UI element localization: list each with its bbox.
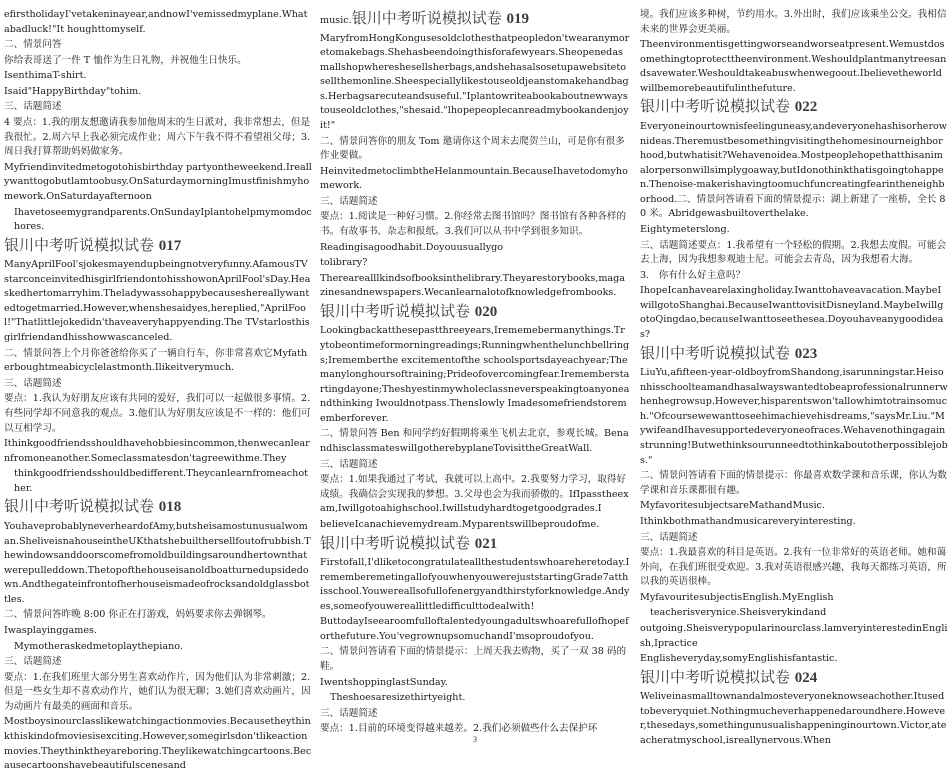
paragraph: LiuYu,afifteen-year-oldboyfromShandong,isarunningstar.Heisonhisschoolteamandhasalwayswantedtobeaprofessionalrunnerwhenhegrowsup.However,hisparentswon'tallowhimtotrainsomuch."Ofcoursewewanttoseehimachievehisdreams,"saysMr.Liu."MywifeandIhavesupportedeveryoneofraces.Wehavenothingagainstrunning!Butwethinksourunneedtothinkaboutotherpossiblejobs." [640, 367, 948, 466]
paragraph: 要点：1.我最喜欢的科目是英语。2.我有一位非常好的英语老师。她和蔼外向，在我们班很受欢迎。3.我对英语很感兴趣，我每天都练习英语，所以我的英语很棒。 [640, 547, 947, 588]
heading-title: 银川中考听说模拟试卷 [640, 97, 791, 116]
paragraph: Theenvironmentisgettingworseandworseatpresent.Wemustdosomethingtoprotecttheenvironment.Weshouldplantmanytreesandsavewater.Weshouldtakeabuswhenwegoout.Ibelievetheworldwillbemorebeautifulinthefuture. [640, 39, 947, 94]
heading-number: 022 [794, 99, 818, 116]
heading-number: 020 [474, 303, 498, 320]
paragraph: 三、话题简述 [320, 707, 378, 719]
paragraph: 3. 你有什么好主意吗？ [640, 269, 746, 281]
paragraph: 4 要点：1.我的朋友想邀请我参加他周末的生日派对，我非常想去，但是我很忙。2.周六早上我必须完成作业；周六下午我不得不看望祖父母；3.周日我打算帮助妈妈做家务。 [4, 117, 311, 158]
column-right [640, 8, 948, 750]
paragraph: 要点：1.在我们班里大部分男生喜欢动作片，因为他们认为非常刺激；2.但是一些女生却不喜欢动作片，她们认为很无聊；3.她们喜欢动画片，因为动画片有最美的画面和音乐。 [4, 671, 311, 712]
paragraph: tolibrary? [320, 257, 368, 269]
paragraph: MyfavoritesubjectsareMathandMusic. [640, 500, 825, 512]
paragraph: teacherisverynice.Sheisverykindand [650, 607, 827, 619]
paragraph: Mymotheraskedmetoplaythepiano. [14, 640, 183, 652]
paragraph: Everyoneinourtownisfeelinguneasy,andeveryonehashisorherownideas.Theremustbesomethingvisitingthehomesinourneighborhood,butwhatisit?Wehavenoidea.Mostpeoplehopethatthisanimalorpersonwillsimplygoaway,butIdonothinkthatisgoingtohappen.Thenoise-makerishavingtoomuchfuncreatingfearintheneighborhood.二、情景问答请看下面的情景提示：湖上新建了一座桥，全长 80 米。Abridgewasbuiltoverthelake. [640, 120, 948, 220]
paragraph: MaryfromHongKongusesoldclothesthatpeopledon'twearanymoretomakebags.Shehasbeendoingthisforafewyears.Sheopenedasmallshopwhereshesellsherbags,andshehasalsosetupawebsitetosellthemonline.Sheespeciallylikestouseoldjeanstomakehandbags.Herbagsarecuteandsuseful."Iplantowriteabookaboutnewwaystouseoldclothes,"shesaid."lhopepeoplecanreadmybookandenjoyit!" [320, 32, 630, 131]
paragraph: MyfavouritesubjectisEnglish.MyEnglish [640, 591, 834, 603]
paragraph: Ithinkgoodfriendsshouldhavehobbiesincommon,thenwecanlearnfromoneanother.Someclassmatesdon'tagreewithme.They [4, 438, 310, 464]
paragraph: 要点：1.目前的环境变得越来越差。2.我们必须做些什么去保护环 [320, 723, 598, 735]
exam-section-heading [320, 9, 630, 30]
paragraph: Weliveinasmalltownandalmosteveryoneknowseachother.Itusedtobeveryquiet.Nothingmucheverhappenedaroundhere.However,thesedays,somethingunusualishappeninginourtown.Victor,ateacheratmyschool,isreallynervous.When [640, 691, 947, 746]
heading-number: 018 [158, 499, 182, 516]
exam-section-heading [320, 302, 630, 323]
paragraph: IsenthimaT-shirt. [4, 70, 87, 82]
paragraph: efirstholidayI'vetakeninayear,andnowI'vemissedmyplane.Whatabadluck!"It houghttomyself. [4, 9, 308, 35]
heading-number: 024 [794, 669, 818, 686]
paragraph: 二、情景问答你的朋友 Tom 邀请你这个周末去爬贺兰山，可是你有很多作业要做。 [320, 135, 625, 162]
continued-text: music. [320, 15, 352, 26]
paragraph: Readingisagoodhabit.Doyouusuallygo [320, 241, 504, 253]
paragraph: ManyAprilFool'sjokesmayendupbeingnotveryfunny.AfamousTVstarconceinvitedhisgirlfriendontohisshowonAprilFool'sDay.Heaskedhertomarryhim.Theladywassohappybecauseshereallywantedtogetmarried.However,whenshesaidyes,hereplied,"AprilFool!"Thatlittlejokedidn'thaveaveryhappyending.The TVstarlosthisgirlfriendandhisshowwascanceled. [4, 259, 311, 344]
paragraph: 三、话题简述 [4, 656, 62, 668]
paragraph: 要点：1.如果我通过了考试，我就可以上高中。2.我要努力学习，取得好成绩。我确信会实现我的梦想。3.父母也会为我而骄傲的。IfIpasstheexam,Iwillgotoahighschool.Iwillstudyhardtogetgoodgrades.I [320, 474, 629, 515]
paragraph: 二、情景问答上个月你爸爸给你买了一辆自行车，你非常喜欢它Myfatherboughtmeabicyclelastmonth.Ilikeitverymuch. [4, 347, 308, 374]
paragraph: 二、情景问答请看下面的情景提示：你最喜欢数学课和音乐课，你认为数学课和音乐课都很有趣。 [640, 470, 947, 496]
paragraph: 三、话题简述 [4, 101, 62, 113]
paragraph: YouhaveprobablyneverheardofAmy,butsheisamostunusualwoman.SheliveisnahouseintheUKthatshebuilthersellfoutofrubbish.Thewindowsanddoorscomefromoldbuildingsaroundhertownthatwerepulleddown.Thetopofthehouseisanoldboatturnedupsidedown.Andthegateinfrontofherhouseismadeofrocksandoldglassbottles. [4, 520, 311, 605]
paragraph: Firstofall,I'dliketocongratulateallthestudentswhoareheretoday.IrememberemetingallofyouwhenyouwerejuststartingGrade7atthisschool.Youwereallsofullofenergyandthirstyforknowledge.Andyes,someofyouwereallittledifficulttodealwith! [320, 557, 630, 612]
paragraph: 三、话题简述 [320, 458, 378, 470]
heading-number: 021 [474, 535, 498, 552]
paragraph: ButtodayIseearoomfulloftalentedyoungadultswhoarefullofhopeforthefuture.You'vegrownupsomuchandI'msoproudofyou. [320, 616, 629, 642]
column-left [4, 8, 312, 775]
paragraph: Iwasplayinggames. [4, 624, 97, 636]
paragraph: Isaid"HappyBirthday"tohim. [4, 85, 142, 97]
paragraph: Ihavetoseemygrandparents.OnSundayIplantohelpmymomdochores. [14, 206, 312, 233]
paragraph: 三、话题简述 [320, 195, 378, 207]
heading-title: 银川中考听说模拟试卷 [640, 667, 791, 686]
heading-title: 银川中考听说模拟试卷 [4, 497, 155, 516]
paragraph: thinkgoodfriendsshouldbedifferent.Theycanlearnfromeachother. [14, 468, 308, 494]
paragraph: Englisheveryday,somyEnglishisfantastic. [640, 653, 838, 665]
paragraph: Ithinkbothmathandmusicareveryinteresting. [640, 515, 856, 527]
page-number: 3 [473, 735, 477, 744]
paragraph: 二、情景问答 [4, 39, 62, 51]
paragraph: HeinvitedmetoclimbtheHelanmountain.BecauseIhavetodomyhomework. [320, 165, 628, 192]
exam-section-heading [640, 668, 948, 689]
paragraph: 二、情景问答 Ben 和同学约好假期将乘坐飞机去北京，参观长城。BenandhisclassmateswillgotherebyplaneTovisittheGreatWall. [320, 428, 629, 455]
heading-title: 银川中考听说模拟试卷 [320, 301, 471, 320]
paragraph: outgoing.Sheisverypopularinourclass.lamveryinterestedinEnglish,Ipractice [640, 622, 948, 649]
paragraph: 要点：1.阅读是一种好习惯。2.你经常去图书馆吗？图书馆有各种各样的书。有故事书、杂志和报纸。3.我们可以从书中学到很多知识。 [320, 211, 627, 238]
paragraph: 境。我们应该多种树，节约用水。3.外出时，我们应该乘坐公交。我相信未来的世界会更美丽。 [640, 9, 947, 35]
paragraph: IwentshoppinglastSunday. [320, 676, 448, 688]
exam-section-heading [640, 97, 948, 118]
exam-section-heading [4, 497, 312, 518]
exam-section-heading [640, 344, 948, 365]
heading-number: 019 [506, 11, 529, 27]
paragraph: 三、话题简述 [640, 531, 698, 543]
paragraph: 要点：1.我认为好朋友应该有共同的爱好，我们可以一起做很多事情。2.有些同学却不同意我的观点。3.他们认为好朋友应该是不一样的：他们可以互相学习。 [4, 393, 311, 434]
paragraph: 你给表哥送了一件 T 恤作为生日礼物，并祝他生日快乐。 [4, 54, 247, 66]
paragraph: 三、话题简述 [4, 377, 62, 389]
heading-number: 017 [158, 237, 182, 254]
paragraph: Theshoesaresizethirtyeight. [330, 692, 466, 704]
heading-title: 银川中考听说模拟试卷 [320, 533, 471, 552]
paragraph: 二、情景问答昨晚 8:00 你正在打游戏，妈妈要求你去弹钢琴。 [4, 609, 272, 621]
paragraph: Therearealllkindsofbooksinthelibrary.Theyarestorybooks,magazinesandnewspapers.Wecanlearnalotofknowledgefrombooks. [320, 272, 626, 299]
column-middle [320, 8, 630, 738]
paragraph: IhopeIcanhavearelaxingholiday.Iwanttohaveavacation.MaybeIwillgotoShanghai.BecauseIwanttovisitDisneyland.MaybeIwillgotoQingdao,becauseIwanttoseethesea.Doyouhaveanygoodideas? [640, 285, 944, 341]
heading-title: 银川中考听说模拟试卷 [351, 9, 502, 27]
exam-section-heading [320, 534, 630, 555]
exam-section-heading [4, 236, 312, 257]
paragraph: 二、情景问答请看下面的情景提示：上周天我去购物，买了一双 38 码的鞋。 [320, 646, 627, 673]
heading-title: 银川中考听说模拟试卷 [640, 343, 791, 362]
heading-number: 023 [794, 345, 818, 362]
paragraph: Eightymeterslong. [640, 224, 730, 236]
paragraph: 三、话题简述要点：1.我希望有一个轻松的假期。2.我想去度假。可能会去上海，因为我想参观迪士尼。可能会去青岛，因为我想看大海。 [640, 239, 947, 266]
paragraph: Myfriendinvitedmetogotohisbirthday partyontheweekend.Ireallywanttogobutlamtoobusy.OnSaturdaymorningImustfinishmyhomework.OnSaturdayafternoon [4, 161, 312, 202]
paragraph: believeIcanachievemydream.Myparentswillbeproudofme. [320, 518, 600, 530]
paragraph: Lookingbackatthesepastthreeyears,Irememebermanythings.Trytobeontimeformorningreadings;Runningwhenthelunchbellrings;Irememberthe excitementofthe schoolsportsdayeachyear;Themanylonghoursoftraining;Prideofovercomingfear.Irememberstartingdayone;Theshyestinmywholeclassneverspeakingtoanyoneandthinking Iwouldnotpass.Thenslowly Imadesomefriendstorememberforever. [320, 325, 630, 424]
paragraph: Mostboysinourclasslikewatchingactionmovies.Becausetheythinkthiskindofmoviesisexciting.However,somegirlsdon'tlikeactionmovies.Theythinktheyareboring.Theylikewatchingcartoons.Becausecartoonshavebeautifulscenesand [4, 716, 312, 772]
heading-title: 银川中考听说模拟试卷 [4, 235, 155, 254]
